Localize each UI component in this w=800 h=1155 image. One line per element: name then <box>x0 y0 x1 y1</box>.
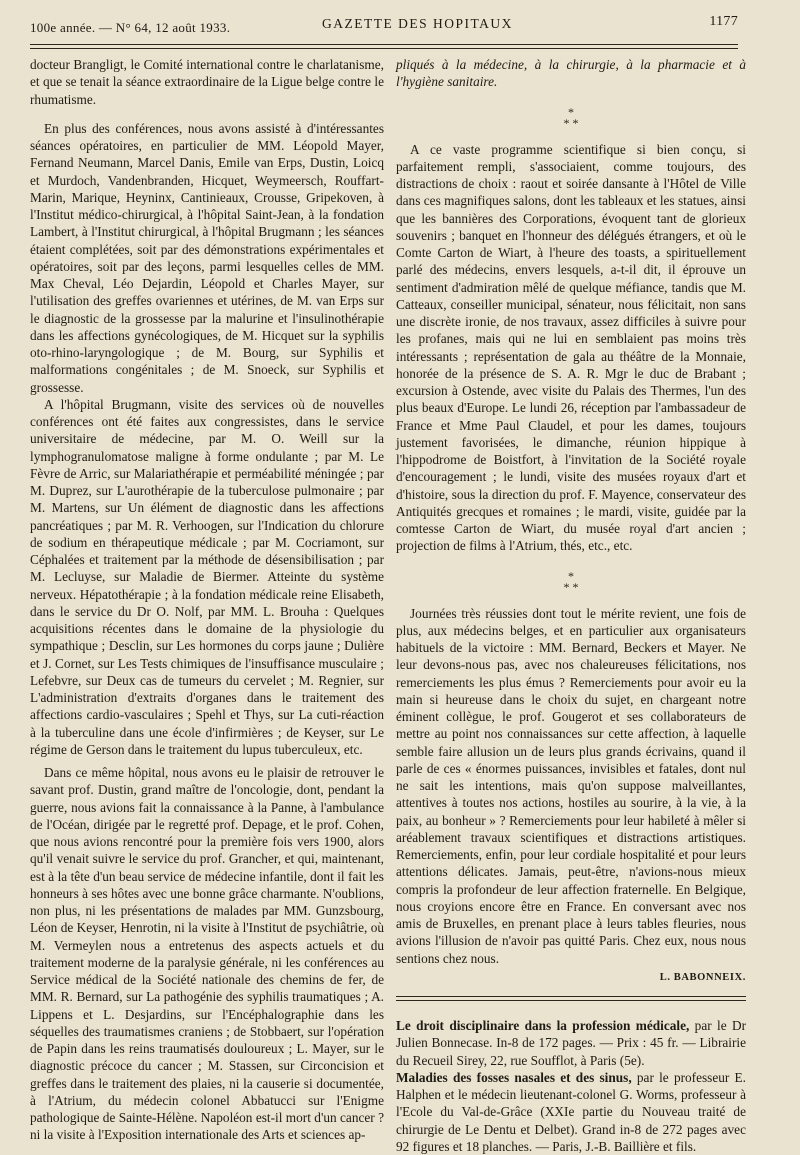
book-title: Le droit disciplinaire dans la profession médicale, <box>396 1018 690 1033</box>
bibliography-entry <box>396 1017 746 1069</box>
header-rule-2 <box>30 48 738 49</box>
double-rule <box>396 996 746 1001</box>
paragraph: A l'hôpital Brugmann, visite des services où de nouvelles conférences ont été faites aux congressistes, dans le service universitaire de médecine, par M. O. Weill sur la lymphogranulomatose maligne à forme ondulante ; par M. Le Fèvre de Arric, sur Malariathérapie et perméabilité méningée ; par M. Duprez, sur L'aurothérapie de la tuberculose pulmonaire ; par M. Martens, sur Un élément de diagnostic dans les affections pancréatiques ; par M. R. Verhoogen, sur l'Indication du chlorure de sodium en thérapeutique médicale ; par M. Cocriamont, sur Céphalées et traitement par la méthode de désensibilisation ; par M. Lecluyse, sur Maladie de Biermer. Atteinte du système nerveux. Hépatothérapie ; à la fondation médicale reine Elisabeth, dans le service du Dr O. Nolf, par MM. L. Brouha : Quelques acquisitions récentes dans le domaine de la physiologie du sympathique ; Desclin, sur Les hormones du corps jaune ; Dulière et J. Cornet, sur Les Tests chimiques de l'insuffisance musculaire ; Lefebvre, sur Deux cas de tumeurs du cervelet ; M. Regnier, sur L'administration d'extraits d'organes dans le traitement des affections cardio-vasculaires ; Spehl et Thys, sur La cuti-réaction à la tuberculine dans une école d'infirmières ; de Keyser, sur Le régime de Gerson dans le traitement du lupus tuberculeux, etc. <box>30 396 384 757</box>
header-journal-title: GAZETTE DES HOPITAUX <box>322 16 513 31</box>
header-issue: 100e année. — N° 64, 12 août 1933. <box>30 20 231 35</box>
bibliography-entry <box>396 1069 746 1155</box>
paragraph: A ce vaste programme scientifique si bien conçu, si parfaitement rempli, s'associaient, comme toujours, des distractions de choix : raout et soirée dansante à l'Hôtel de Ville dans ces magnifiques salons, dont les tableaux et les statues, ainsi que les bannières des Corporations, évoquent tant de glorieux souvenirs ; banquet en l'honneur des délégués étrangers, et où le Comte Carton de Wiart, à l'heure des toasts, a spirituellement parlé des médecins, envers lesquels, a-t-il dit, il éprouve un sentiment d'admiration mêlé de quelque méfiance, tandis que M. Catteaux, conseiller municipal, sénateur, nous félicitait, non sans une discrète ironie, de nos travaux, assez difficiles à suivre pour les profanes, mais qui ne lui en semblaient pas moins très intéressants ; représentation de gala au théâtre de la Monnaie, honorée de la présence de S. A. R. Mgr le duc de Brabant ; excursion à Ostende, avec visite du Palais des Thermes, l'un des plus beaux d'Europe. Le lundi 26, réception par l'ambassadeur de France et Mme Paul Claudel, et pour les dames, toujours justement favorisées, le dimanche, réunion hippique à l'hippodrome de Boistfort, à l'invitation de la Société royale d'encouragement ; le lundi, visite des musées royaux d'art et d'histoire, sous la direction du prof. F. Mayence, conservateur des Antiquités grecques et romaines ; le mardi, visite, guidée par la comtesse Carton de Wiart, du musée royal d'art ancien ; projection de films à l'Atrium, thés, etc., etc. <box>396 141 746 554</box>
paragraph: Journées très réussies dont tout le mérite revient, une fois de plus, aux médecins belges, et en particulier aux organisateurs habituels de la victoire : MM. Bernard, Beckers et Mayer. Ne leur devons-nous pas, avec nos chaleureuses félicitations, nos remerciements les plus émus ? Remerciements pour avoir eu la main si heureuse dans le choix du sujet, en chargeant notre éminent collègue, le prof. Gougerot et ses collaborateurs de mettre au point nos connaissances sur cette affection, à laquelle semble faire allusion un de leurs plus grands écrivains, quand il parle de ces « énormes puissances, invisibles et fatales, dont nul ne sait les intentions, mais qu'on suppose malveillantes, attentives à toutes nos actions, hostiles au sourire, à la vie, à la paix, au bonheur » ? Remerciements pour leur habileté à mêler si aréablement travaux scientifiques et distractions artistiques. Remerciements, enfin, pour leur cordiale hospitalité et pour leurs attentions délicates. Jamais, peut-être, n'avions-nous mieux compris la profondeur de leur affection fraternelle. En Belgique, nous croyions encore être en France. En conversant avec nos amis de Bruxelles, en prenant place à leurs tables fleuries, nous avions l'illusion de n'avoir pas quitté Paris. Chez eux, nous nous sentions chez nous. <box>396 605 746 966</box>
header-page-number: 1177 <box>709 14 738 29</box>
section-separator: * * * <box>563 104 579 130</box>
right-column <box>396 56 746 1155</box>
section-separator: * * * <box>563 568 579 594</box>
paragraph: En plus des conférences, nous avons assisté à d'intéressantes séances opératoires, en particulier de MM. Léopold Mayer, Fernand Neumann, Marcel Danis, Emile van Erps, Dustin, Loicq et Murdoch, Vandenbranden, Hicquet, Weymeersch, Rouffart-Marin, Marique, Heyninx, Cantinieaux, Crousse, Gripekoven, à l'Institut médico-chirurgical, à l'hôpital Saint-Jean, à la fondation Lambert, à l'Institut chirurgical, à l'hôpital Brugmann ; les séances étaient complétées, soit par des démonstrations expérimentales et opératoires, soit par des leçons, parmi lesquelles celles de MM. Max Cheval, Léo Dejardin, Léopold et Charles Mayer, sur l'utilisation des greffes ovariennes et utérines, de M. van Erps sur le diagnostic de la grossesse par la malurine et l'insulinothérapie dans les affections gynécologiques, de M. Hicquet sur la syphilis oto-rhino-laryngologique ; de M. Bourg, sur Syphilis et malformations congénitales ; de M. Snoeck, sur Syphilis et grossesse. <box>30 120 384 395</box>
book-details: par le professeur E. Halphen et le médecin lieutenant-colonel G. Worms, professeur à l'Ecole du Val-de-Grâce (XXIe partie du Nouveau traité de chirurgie de Le Dentu et Delbet). Grand in-8 de 272 pages avec 92 figures et 18 planches. — Paris, J.-B. Baillière et fils. <box>396 1069 746 1154</box>
paragraph: pliqués à la médecine, à la chirurgie, à la pharmacie et à l'hygiène sanitaire. <box>396 57 746 90</box>
header-rule <box>30 44 738 45</box>
left-column <box>30 56 384 1144</box>
paragraph: docteur Brangligt, le Comité international contre le charlatanisme, et que se tenait la séance extraordinaire de la Ligue belge contre le rhumatisme. <box>30 57 384 107</box>
paragraph: Dans ce même hôpital, nous avons eu le plaisir de retrouver le savant prof. Dustin, grand maître de l'oncologie, dont, pendant la guerre, nous avions fait la connaissance à la Panne, à l'ambulance de l'Océan, dirigée par le regretté prof. Depage, et le prof. Cohen, que nous avions rencontré pour la première fois vers 1900, alors qu'il venait suivre le service du prof. Grancher, et qui, maintenant, est à la tête d'un beau service de médecine infantile, dont il fait les honneurs à ses hôtes avec une bonne grâce charmante. N'oublions, non plus, ni les présentations de malades par MM. Gunzsbourg, Léon de Keyser, Henrotin, ni la visite à l'Institut de psychiâtrie, où M. Vermeylen nous a entretenus des aspects actuels et du traitement moderne de la paralysie générale, ni les conférences au Service médical de la Société nationale des chemins de fer, de MM. R. Bernard, sur La pathogénie des syphilis traumatiques ; A. Lippens et L. Desjardins, sur l'Encéphalographie dans les séquelles des traumatismes craniens ; de Stobbaert, sur l'opération de Papin dans les reins traumatisés douloureux ; L. Mayer, sur le diagnostic précoce du cancer ; M. Stassen, sur Circoncision et greffes dans le traitement des plaies, ni la causerie si documentée, à l'Atrium, du médecin colonel Abbatucci sur l'Enigme pathologique de Sainte-Hélène. Napoléon est-il mort d'un cancer ? ni la visite à l'Exposition internationale des Arts et sciences ap- <box>30 765 384 1143</box>
author-signature: L. BABONNEIX. <box>659 971 746 983</box>
running-header <box>30 14 738 36</box>
book-title: Maladies des fosses nasales et des sinus, <box>396 1069 632 1085</box>
book-details: par le Dr Julien Bonnecase. In-8 de 172 pages. — Prix : 45 fr. — Librairie du Recueil Sirey, 22, rue Soufflot, à Paris (5e). <box>396 1018 747 1068</box>
